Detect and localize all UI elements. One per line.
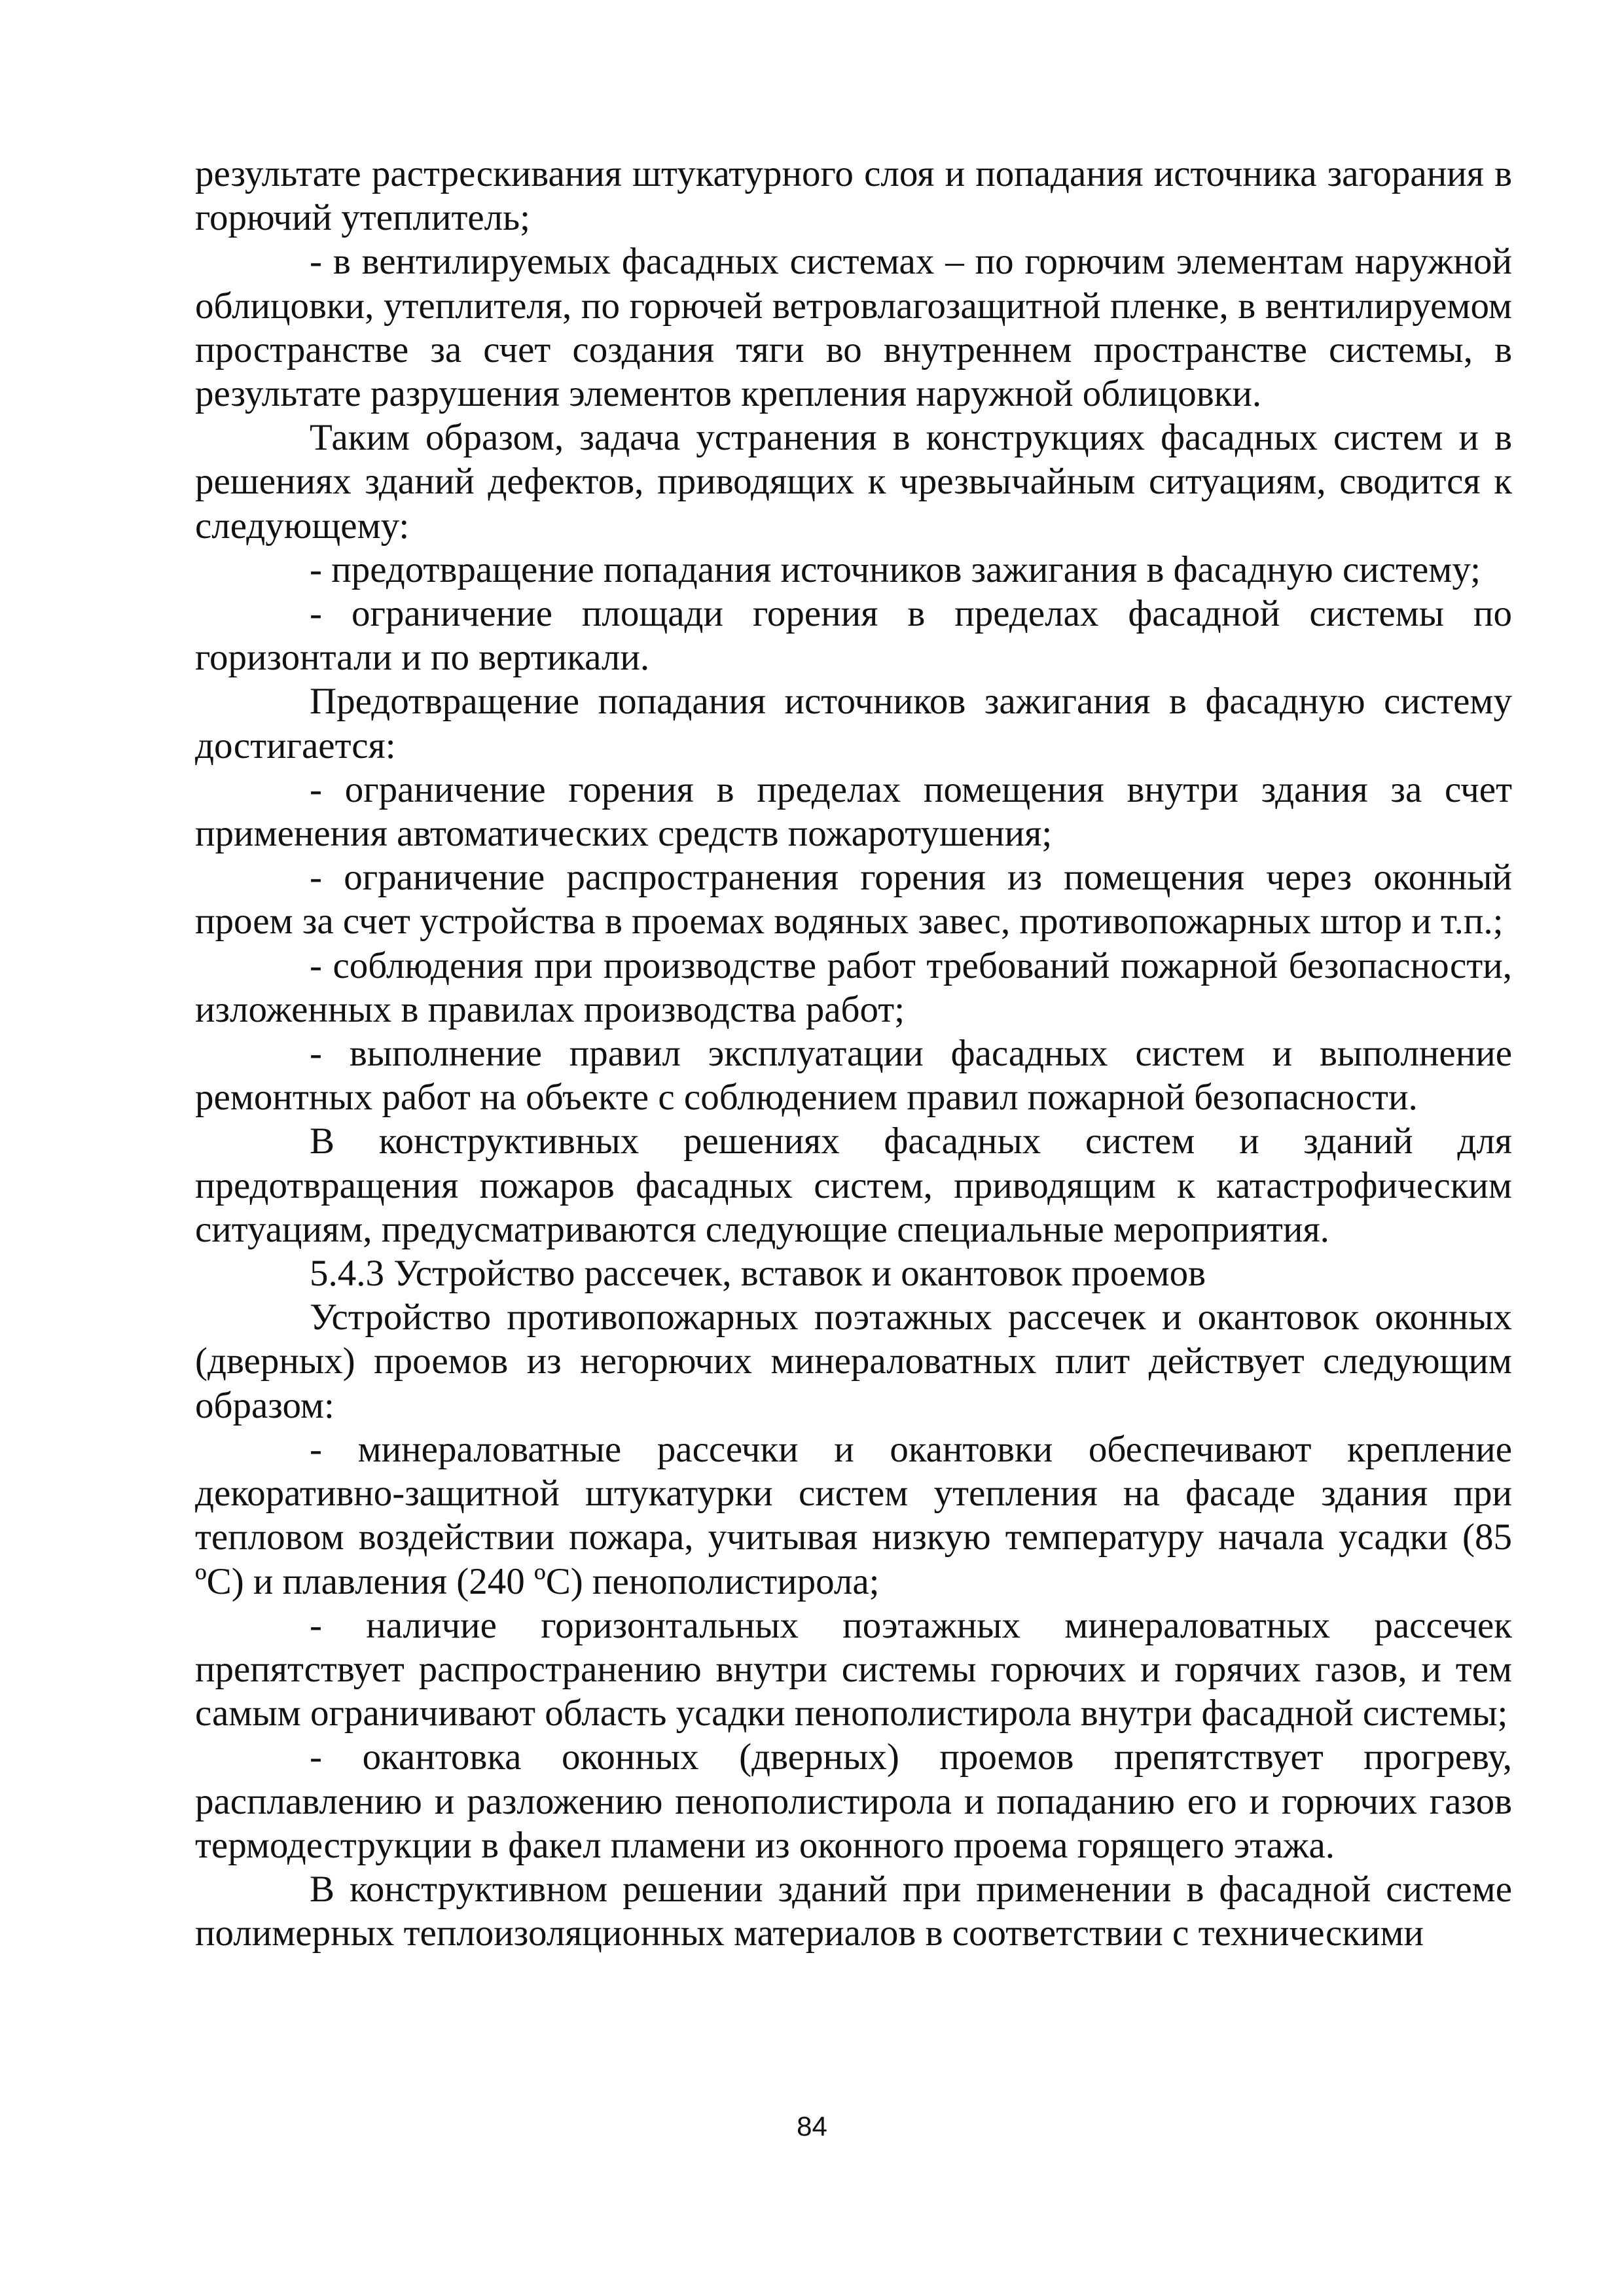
paragraph-list-item: - соблюдения при производстве работ требований пожарной безопасности, изложенных в правилах производства работ;: [195, 944, 1512, 1030]
section-heading: 5.4.3 Устройство рассечек, вставок и окантовок проемов: [310, 1253, 1206, 1295]
paragraph-list-item: - минераловатные рассечки и окантовки обеспечивают крепление декоративно-защитной штукатурки систем утепления на фасаде здания при тепловом воздействии пожара, учитывая низкую температуру начала усадки (85 ºС) и плавления (240 ºС) пенополистирола;: [195, 1428, 1512, 1602]
paragraph-continuation: результате растрескивания штукатурного слоя и попадания источника загорания в горючий утеплитель;: [195, 153, 1512, 239]
paragraph-list-item: - наличие горизонтальных поэтажных минераловатных рассечек препятствует распространению внутри системы горючих и горячих газов, и тем самым ограничивают область усадки пенополистирола внутри фасадной системы;: [195, 1604, 1512, 1734]
paragraph-list-item: - выполнение правил эксплуатации фасадных систем и выполнение ремонтных работ на объекте с соблюдением правил пожарной безопасности.: [195, 1033, 1512, 1119]
paragraph: Устройство противопожарных поэтажных рассечек и окантовок оконных (дверных) проемов из негорючих минераловатных плит действует следующим образом:: [195, 1297, 1512, 1426]
paragraph-list-item: - ограничение площади горения в пределах фасадной системы по горизонтали и по вертикали.: [195, 593, 1512, 679]
paragraph-list-item: - окантовка оконных (дверных) проемов препятствует прогреву, расплавлению и разложению пенополистирола и попаданию его и горючих газов термодеструкции в факел пламени из оконного проема горящего этажа.: [195, 1736, 1512, 1866]
paragraph-list-item: - предотвращение попадания источников зажигания в фасадную систему;: [310, 548, 1481, 590]
paragraph-list-item: - ограничение горения в пределах помещения внутри здания за счет применения автоматических средств пожаротушения;: [195, 768, 1512, 855]
paragraph-list-item: - ограничение распространения горения из помещения через оконный проем за счет устройства в проемах водяных завес, противопожарных штор и т.п.;: [195, 857, 1512, 942]
paragraph: Предотвращение попадания источников зажигания в фасадную систему достигается:: [195, 681, 1512, 766]
body-text: [195, 152, 1512, 1955]
paragraph-list-item: - в вентилируемых фасадных системах – по горючим элементам наружной облицовки, утеплителя, по горючей ветровлагозащитной пленке, в вентилируемом пространстве за счет создания тяги во внутреннем пространстве системы, в результате разрушения элементов крепления наружной облицовки.: [195, 241, 1512, 415]
paragraph: В конструктивном решении зданий при применении в фасадной системе полимерных теплоизоляционных материалов в соответствии с техническими: [195, 1868, 1512, 1954]
paragraph: Таким образом, задача устранения в конструкциях фасадных систем и в решениях зданий дефектов, приводящих к чрезвычайным ситуациям, сводится к следующему:: [195, 417, 1512, 547]
paragraph: В конструктивных решениях фасадных систем и зданий для предотвращения пожаров фасадных систем, приводящим к катастрофическим ситуациям, предусматриваются следующие специальные мероприятия.: [195, 1121, 1512, 1250]
page-number: 84: [797, 2111, 827, 2142]
